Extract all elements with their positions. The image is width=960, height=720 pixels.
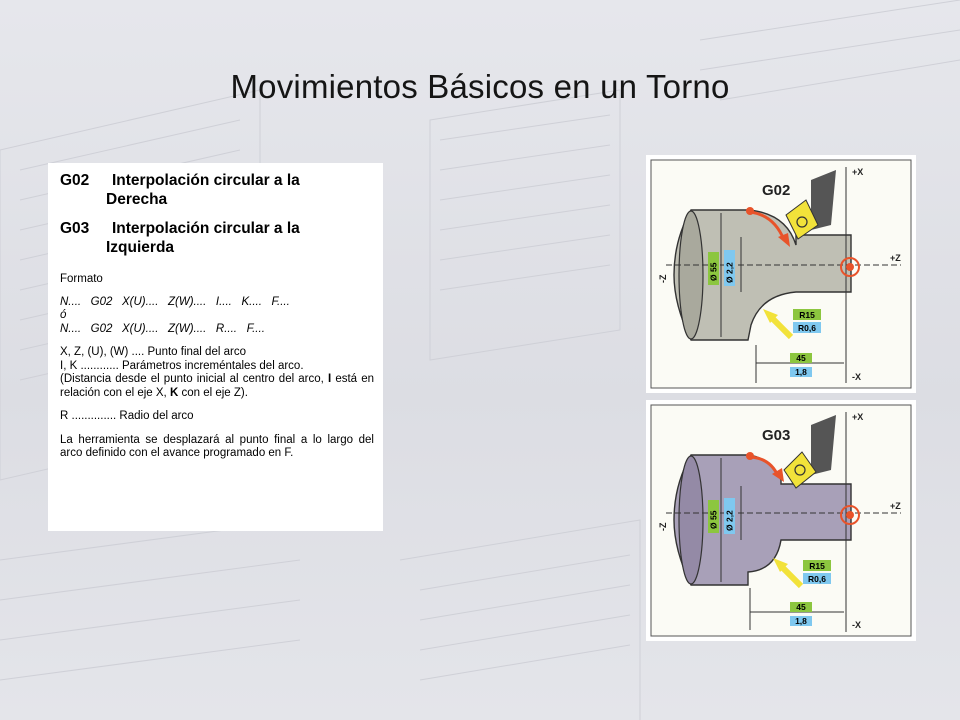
g03-workpiece-end: [679, 456, 703, 584]
g02-diagram-svg: [646, 155, 916, 393]
g03-axis-plus-x: +X: [852, 412, 864, 422]
g03-axis-plus-z: +Z: [890, 501, 901, 511]
g03-diagram: [646, 400, 916, 641]
param-ik-note-3: con el eje Z).: [178, 386, 248, 399]
g03-heading: [60, 219, 374, 257]
g02-origin-dot: [846, 263, 854, 271]
g03-axis-minus-z: -Z: [658, 522, 668, 531]
g03-dim-55: Ø 55: [708, 510, 719, 529]
g03-dim-r15: R15: [809, 561, 825, 571]
g03-dim-45: 45: [796, 602, 806, 612]
g02-axis-minus-z: -Z: [658, 274, 668, 283]
param-ik: I, K ............ Parámetros increméntales del arco.: [60, 359, 304, 372]
g02-axis-minus-x: -X: [852, 372, 861, 382]
g03-start-point: [746, 452, 754, 460]
g02-code: G02: [60, 172, 90, 189]
param-ik-note: [60, 373, 374, 400]
g03-desc-2: Izquierda: [106, 239, 175, 256]
g02-dim-18: 1,8: [795, 367, 807, 377]
param-ik-note-1: (Distancia desde el punto inicial al centro del arco,: [60, 373, 328, 385]
format-label: Formato: [60, 273, 103, 285]
slide-title: Movimientos Básicos en un Torno: [230, 68, 730, 105]
format-line-2: N.... G02 X(U).... Z(W).... R.... F....: [60, 322, 265, 335]
g03-diagram-svg: [646, 400, 916, 641]
g02-dim-55: Ø 55: [708, 262, 719, 281]
g02-dim-r06: R0,6: [798, 323, 816, 333]
instruction-textbox: [48, 163, 383, 531]
g02-heading: [60, 171, 374, 209]
format-or: ó: [60, 309, 67, 321]
g02-diagram: [646, 155, 916, 393]
closing-text: La herramienta se desplazará al punto final a lo largo del arco definido con el avance programado en F.: [60, 433, 374, 459]
param-ik-note-2: está en relación con el eje X,: [60, 373, 374, 399]
g03-code: G03: [60, 220, 90, 237]
g03-label: G03: [762, 427, 791, 444]
param-r: R .............. Radio del arco: [60, 410, 194, 422]
format-line-1: N.... G02 X(U).... Z(W).... I.... K.... F....: [60, 295, 290, 308]
g02-dim-45: 45: [796, 353, 806, 363]
g02-desc-1: Interpolación circular a la: [112, 172, 300, 189]
g02-desc-2: Derecha: [106, 191, 168, 208]
g02-start-point: [746, 207, 754, 215]
g03-desc-1: Interpolación circular a la: [112, 220, 300, 237]
g03-dim-18: 1,8: [795, 616, 807, 626]
g02-dim-r15: R15: [799, 310, 815, 320]
g03-dim-22: Ø 2,2: [724, 510, 735, 531]
param-ik-note-i: I: [327, 373, 332, 385]
g03-dim-r06: R0,6: [808, 574, 826, 584]
g02-workpiece-end: [679, 211, 703, 339]
param-ik-note-k: K: [169, 386, 179, 399]
g02-label: G02: [762, 182, 791, 199]
g02-axis-plus-x: +X: [852, 167, 864, 177]
g03-origin-dot: [846, 511, 854, 519]
param-xz: X, Z, (U), (W) .... Punto final del arco: [60, 346, 246, 358]
g02-dim-22: Ø 2,2: [724, 262, 735, 283]
g03-axis-minus-x: -X: [852, 620, 861, 630]
g02-axis-plus-z: +Z: [890, 253, 901, 263]
